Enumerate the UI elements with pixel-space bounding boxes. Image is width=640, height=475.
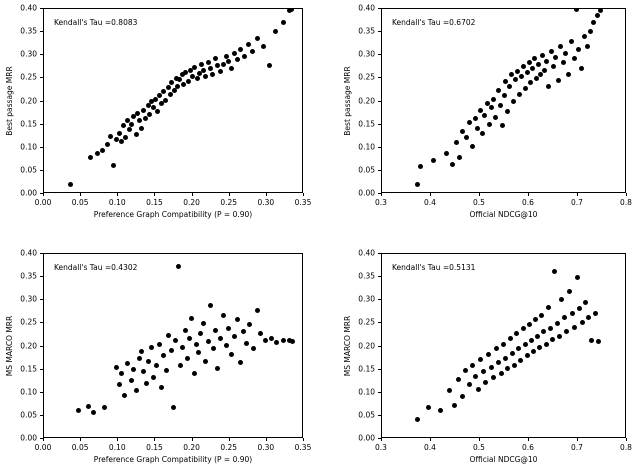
data-point	[510, 351, 515, 356]
data-point	[575, 275, 580, 280]
y-tick-label: 0.00	[358, 433, 375, 443]
data-point	[527, 322, 532, 327]
data-point	[470, 363, 475, 368]
y-tick	[378, 346, 381, 347]
x-tick-label: 0.10	[108, 443, 126, 452]
y-tick-label: 0.00	[358, 188, 375, 198]
data-point	[438, 408, 443, 413]
data-point	[548, 326, 553, 331]
x-tick-label: 0.20	[183, 198, 200, 207]
data-point	[533, 317, 538, 322]
data-point	[505, 366, 510, 371]
data-point	[593, 311, 598, 316]
y-tick	[378, 253, 381, 254]
data-point	[496, 360, 501, 365]
x-tick-label: 0.35	[294, 198, 312, 207]
y-tick	[378, 369, 381, 370]
data-point	[552, 269, 557, 274]
y-tick-label: 0.00	[20, 188, 37, 198]
data-point	[456, 377, 461, 382]
x-tick-label: 0.15	[146, 198, 163, 207]
x-tick-label: 0.8	[620, 198, 632, 207]
y-tick-label: 0.20	[358, 96, 375, 105]
x-tick-label: 0.00	[34, 443, 52, 452]
x-tick-label: 0.7	[571, 443, 583, 452]
data-point	[537, 345, 542, 350]
data-point	[473, 374, 478, 379]
y-tick-label: 0.40	[20, 248, 37, 258]
x-tick-label: 0.4	[424, 198, 436, 207]
data-point	[572, 325, 577, 330]
x-tick-label: 0.15	[146, 443, 163, 452]
data-point	[557, 334, 562, 339]
data-point	[514, 331, 519, 336]
y-tick-label: 0.10	[358, 142, 375, 152]
plot-area-bottom-right	[381, 253, 626, 438]
data-point	[516, 346, 521, 351]
data-point	[486, 352, 491, 357]
y-tick-label: 0.10	[358, 387, 375, 397]
data-point	[562, 315, 567, 320]
data-point	[541, 329, 546, 334]
data-point	[483, 380, 488, 385]
data-point	[481, 369, 486, 374]
y-tick-label: 0.20	[20, 341, 37, 350]
y-tick-label: 0.20	[358, 341, 375, 350]
data-point	[525, 353, 530, 358]
x-tick-label: 0.30	[257, 198, 275, 207]
x-tick-label: 0.5	[473, 198, 485, 207]
data-point	[476, 387, 481, 392]
data-point	[555, 321, 560, 326]
x-axis-label: Preference Graph Compatibility (P = 0.90)	[93, 210, 253, 219]
y-tick-label: 0.05	[20, 165, 37, 175]
x-tick-label: 0.3	[375, 198, 387, 207]
y-tick-label: 0.30	[20, 49, 37, 59]
y-tick-label: 0.05	[20, 410, 37, 420]
y-tick-label: 0.30	[358, 49, 375, 59]
data-point	[491, 375, 496, 380]
data-point	[452, 403, 457, 408]
y-tick-label: 0.25	[358, 317, 375, 327]
data-point	[586, 315, 591, 320]
data-point	[415, 417, 420, 422]
data-point	[521, 326, 526, 331]
x-tick-label: 0.5	[473, 443, 485, 452]
data-point	[583, 300, 588, 305]
data-point	[426, 405, 431, 410]
y-tick-label: 0.05	[358, 410, 375, 420]
x-tick	[528, 438, 529, 441]
data-point	[501, 342, 506, 347]
x-tick	[626, 438, 627, 441]
y-tick-label: 0.10	[20, 387, 37, 397]
data-point	[447, 388, 452, 393]
y-tick-label: 0.15	[20, 119, 37, 129]
data-point	[463, 368, 468, 373]
data-point	[523, 342, 528, 347]
data-point	[577, 306, 582, 311]
data-point	[570, 311, 575, 316]
x-tick-label: 0.35	[294, 443, 312, 452]
x-tick	[577, 438, 578, 441]
data-point	[550, 337, 555, 342]
kendall-tau-annotation: Kendall's Tau =0.8083	[54, 18, 138, 27]
y-tick-label: 0.30	[358, 294, 375, 304]
y-tick-label: 0.35	[20, 271, 37, 281]
y-tick-label: 0.35	[358, 271, 375, 281]
x-axis-label: Official NDCG@10	[469, 210, 538, 219]
y-axis-label: Best passage MRR	[343, 65, 352, 136]
data-point	[499, 371, 504, 376]
y-tick-label: 0.40	[358, 3, 375, 13]
data-point	[489, 365, 494, 370]
x-tick-label: 0.3	[375, 443, 387, 452]
x-tick-label: 0.05	[71, 198, 89, 207]
data-point	[535, 334, 540, 339]
y-tick-label: 0.35	[20, 26, 37, 36]
data-point	[546, 305, 551, 310]
y-tick-label: 0.20	[20, 96, 37, 105]
y-tick-label: 0.25	[20, 72, 37, 82]
data-point	[529, 338, 534, 343]
x-tick-label: 0.05	[71, 443, 89, 452]
y-tick-label: 0.30	[20, 294, 37, 304]
y-tick-label: 0.15	[20, 364, 37, 374]
data-point	[580, 320, 585, 325]
data-point	[478, 357, 483, 362]
kendall-tau-annotation: Kendall's Tau =0.4302	[54, 263, 138, 272]
x-tick-label: 0.8	[620, 443, 632, 452]
x-tick-label: 0.10	[108, 198, 126, 207]
y-tick-label: 0.25	[20, 317, 37, 327]
y-tick	[378, 276, 381, 277]
data-point	[531, 349, 536, 354]
data-point	[559, 297, 564, 302]
data-point	[567, 289, 572, 294]
data-point	[460, 394, 465, 399]
x-tick	[479, 438, 480, 441]
x-axis-label: Official NDCG@10	[469, 455, 538, 464]
x-tick	[381, 438, 382, 441]
data-point	[518, 358, 523, 363]
data-point	[544, 342, 549, 347]
y-tick-label: 0.40	[358, 248, 375, 258]
kendall-tau-annotation: Kendall's Tau =0.5131	[392, 263, 476, 272]
y-tick-label: 0.05	[358, 165, 375, 175]
y-axis-label: Best passage MRR	[5, 65, 14, 136]
y-tick	[378, 392, 381, 393]
x-tick-label: 0.00	[34, 198, 52, 207]
y-tick-label: 0.40	[20, 3, 37, 13]
x-tick-label: 0.20	[183, 443, 200, 452]
data-point	[596, 339, 601, 344]
y-tick-label: 0.10	[20, 142, 37, 152]
y-tick	[378, 299, 381, 300]
x-tick	[430, 438, 431, 441]
x-tick-label: 0.4	[424, 443, 436, 452]
data-point	[467, 382, 472, 387]
y-tick-label: 0.15	[358, 364, 375, 374]
x-tick-label: 0.25	[220, 198, 238, 207]
x-tick-label: 0.6	[522, 198, 534, 207]
x-tick-label: 0.30	[257, 443, 275, 452]
y-axis-label: MS MARCO MRR	[5, 315, 14, 376]
data-point	[539, 313, 544, 318]
y-tick	[378, 322, 381, 323]
y-axis-label: MS MARCO MRR	[343, 315, 352, 376]
data-point	[589, 338, 594, 343]
data-point	[494, 346, 499, 351]
x-tick-label: 0.6	[522, 443, 534, 452]
y-tick-label: 0.00	[20, 433, 37, 443]
data-point	[508, 336, 513, 341]
y-tick-label: 0.35	[358, 26, 375, 36]
data-point	[503, 356, 508, 361]
kendall-tau-annotation: Kendall's Tau =0.6702	[392, 18, 476, 27]
data-point	[564, 329, 569, 334]
y-tick	[378, 438, 381, 439]
y-tick-label: 0.15	[358, 119, 375, 129]
y-tick	[378, 415, 381, 416]
x-axis-label: Preference Graph Compatibility (P = 0.90)	[93, 455, 253, 464]
x-tick-label: 0.7	[571, 198, 583, 207]
x-tick-label: 0.25	[220, 443, 238, 452]
y-tick-label: 0.25	[358, 72, 375, 82]
data-point	[512, 363, 517, 368]
